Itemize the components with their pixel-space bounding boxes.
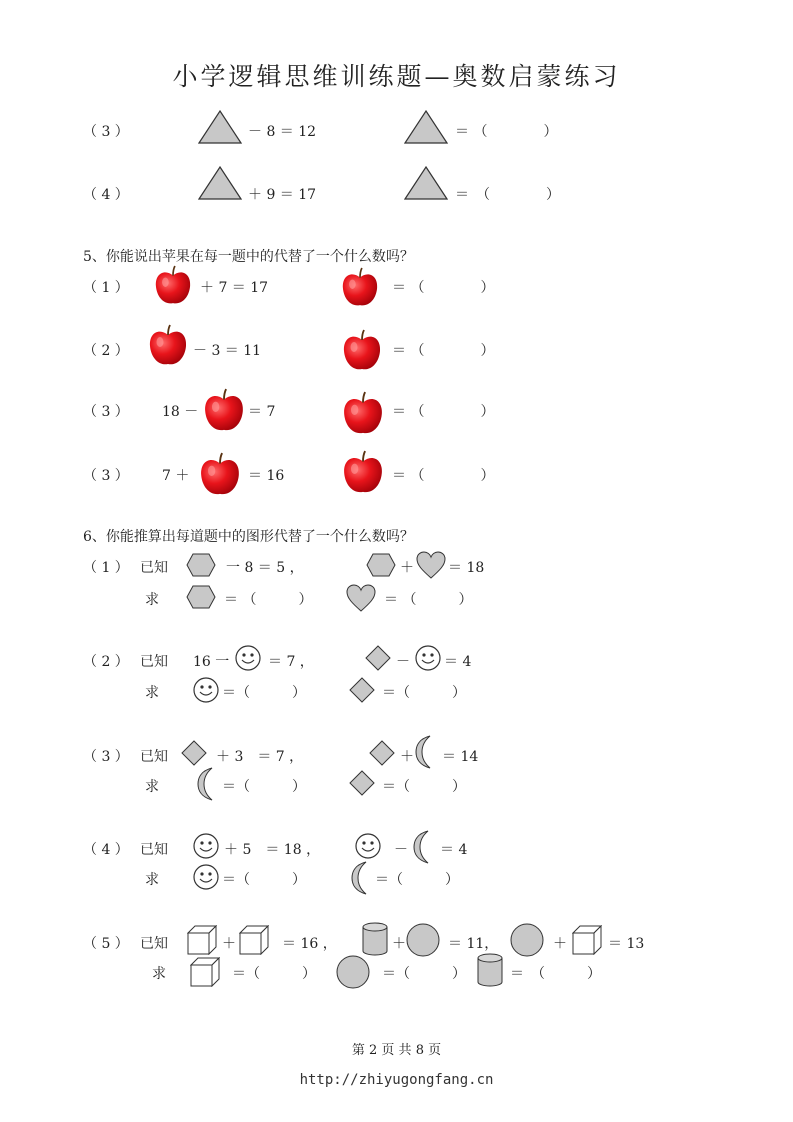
equation-result: ＝ 13: [608, 936, 645, 952]
diamond-icon: [349, 677, 375, 703]
hexagon-icon: [366, 553, 396, 577]
crescent-moon-icon: [197, 767, 215, 801]
answer-blank: ＝（ ）: [382, 966, 466, 982]
answer-blank: ＝ （ ）: [392, 404, 495, 420]
apple-icon: [154, 265, 192, 307]
ask-label: 求: [145, 779, 159, 795]
question-number: （ 4 ）: [83, 187, 129, 203]
cube-icon: [187, 925, 217, 955]
triangle-icon: [198, 110, 242, 144]
equation-prefix: 16 一: [193, 654, 230, 670]
operator: ＋: [400, 749, 414, 765]
equation-result: ＝ 14: [442, 749, 479, 765]
question-number: （ 2 ）: [83, 654, 129, 670]
triangle-icon: [404, 110, 448, 144]
cube-icon: [572, 925, 602, 955]
equation-result: ＝ 4: [440, 842, 468, 858]
diamond-icon: [365, 645, 391, 671]
answer-blank: ＝ （ ）: [392, 280, 495, 296]
equation-text: ＋ 9 ＝ 17: [248, 187, 317, 203]
answer-blank: ＝（ ）: [382, 685, 466, 701]
answer-blank: ＝（ ）: [382, 779, 466, 795]
heart-icon: [346, 584, 376, 612]
answer-blank: ＝ （ ）: [224, 592, 313, 608]
answer-blank: ＝ （ ）: [392, 343, 495, 359]
question-number: （ 3 ）: [83, 404, 129, 420]
smiley-icon: [193, 864, 219, 890]
equation-text: 一 8 ＝ 5 ，: [226, 560, 304, 576]
apple-icon: [199, 452, 241, 498]
diamond-icon: [349, 770, 375, 796]
source-url: http://zhiyugongfang.cn: [299, 1072, 494, 1088]
ask-label: 求: [152, 966, 166, 982]
apple-icon: [148, 324, 188, 368]
known-label: 已知: [140, 560, 168, 576]
triangle-icon: [198, 166, 242, 200]
ask-label: 求: [145, 592, 159, 608]
triangle-icon: [404, 166, 448, 200]
question-number: （ 5 ）: [83, 936, 129, 952]
diamond-icon: [181, 740, 207, 766]
smiley-icon: [193, 833, 219, 859]
equation-text: ＋ 7 ＝ 17: [200, 280, 269, 296]
answer-blank: ＝ （ ）: [455, 187, 560, 203]
known-label: 已知: [140, 936, 168, 952]
question-number: （ 1 ）: [83, 560, 129, 576]
hexagon-icon: [186, 585, 216, 609]
operator: ＋: [400, 560, 414, 576]
apple-icon: [342, 450, 384, 496]
apple-icon: [203, 388, 245, 434]
equation-prefix: 18 －: [162, 404, 199, 420]
answer-blank: ＝（ ）: [222, 872, 306, 888]
apple-icon: [342, 391, 384, 437]
question-number: （ 3 ）: [83, 468, 129, 484]
answer-blank: ＝（ ）: [232, 966, 316, 982]
cube-icon: [239, 925, 269, 955]
answer-blank: ＝ （ ）: [455, 124, 558, 140]
section-heading: 5、你能说出苹果在每一题中的代替了一个什么数吗？: [83, 249, 414, 265]
cube-icon: [190, 957, 220, 987]
cylinder-icon: [477, 953, 503, 987]
heart-icon: [416, 551, 446, 579]
smiley-icon: [193, 677, 219, 703]
known-label: 已知: [140, 654, 168, 670]
question-number: （ 1 ）: [83, 280, 129, 296]
operator: －: [394, 842, 408, 858]
cylinder-icon: [362, 922, 388, 956]
equation-text: ＋ 5 ＝ 18 ，: [224, 842, 321, 858]
crescent-moon-icon: [415, 735, 433, 769]
equation-text: ＝ 7: [248, 404, 276, 420]
crescent-moon-icon: [351, 861, 369, 895]
hexagon-icon: [186, 553, 216, 577]
ask-label: 求: [145, 685, 159, 701]
smiley-icon: [355, 833, 381, 859]
smiley-icon: [235, 645, 261, 671]
question-number: （ 2 ）: [83, 343, 129, 359]
question-number: （ 3 ）: [83, 124, 129, 140]
apple-icon: [342, 329, 382, 373]
answer-blank: ＝（ ）: [375, 872, 459, 888]
question-number: （ 3 ）: [83, 749, 129, 765]
ask-label: 求: [145, 872, 159, 888]
answer-blank: ＝ （ ）: [384, 592, 473, 608]
known-label: 已知: [140, 842, 168, 858]
equation-text: ＝ 11，: [448, 936, 499, 952]
apple-icon: [341, 267, 379, 309]
equation-text: ＝ 16: [248, 468, 285, 484]
equation-text: － 8 ＝ 12: [248, 124, 317, 140]
answer-blank: ＝ （ ）: [392, 468, 495, 484]
circle-icon: [406, 923, 440, 957]
equation-result: ＝ 18: [448, 560, 485, 576]
answer-blank: ＝（ ）: [222, 685, 306, 701]
operator: ＋: [553, 936, 567, 952]
equation-result: ＝ 4: [444, 654, 472, 670]
page-footer: 第 2 页 共 8 页: [351, 1043, 442, 1058]
section-heading: 6、你能推算出每道题中的图形代替了一个什么数吗？: [83, 529, 414, 545]
equation-text: ＋ 3 ＝ 7 ，: [216, 749, 304, 765]
question-number: （ 4 ）: [83, 842, 129, 858]
equation-text: － 3 ＝ 11: [193, 343, 262, 359]
diamond-icon: [369, 740, 395, 766]
answer-blank: ＝（ ）: [222, 779, 306, 795]
circle-icon: [510, 923, 544, 957]
smiley-icon: [415, 645, 441, 671]
circle-icon: [336, 955, 370, 989]
equation-text: ＝ 16 ，: [282, 936, 337, 952]
operator: ＋: [392, 936, 406, 952]
operator: －: [396, 654, 410, 670]
page-title: 小学逻辑思维训练题—奥数启蒙练习: [172, 62, 621, 91]
known-label: 已知: [140, 749, 168, 765]
answer-blank: ＝ （ ）: [510, 966, 601, 982]
equation-text: ＝ 7 ，: [268, 654, 314, 670]
crescent-moon-icon: [413, 830, 431, 864]
operator: ＋: [222, 936, 236, 952]
equation-prefix: 7 ＋: [162, 468, 190, 484]
